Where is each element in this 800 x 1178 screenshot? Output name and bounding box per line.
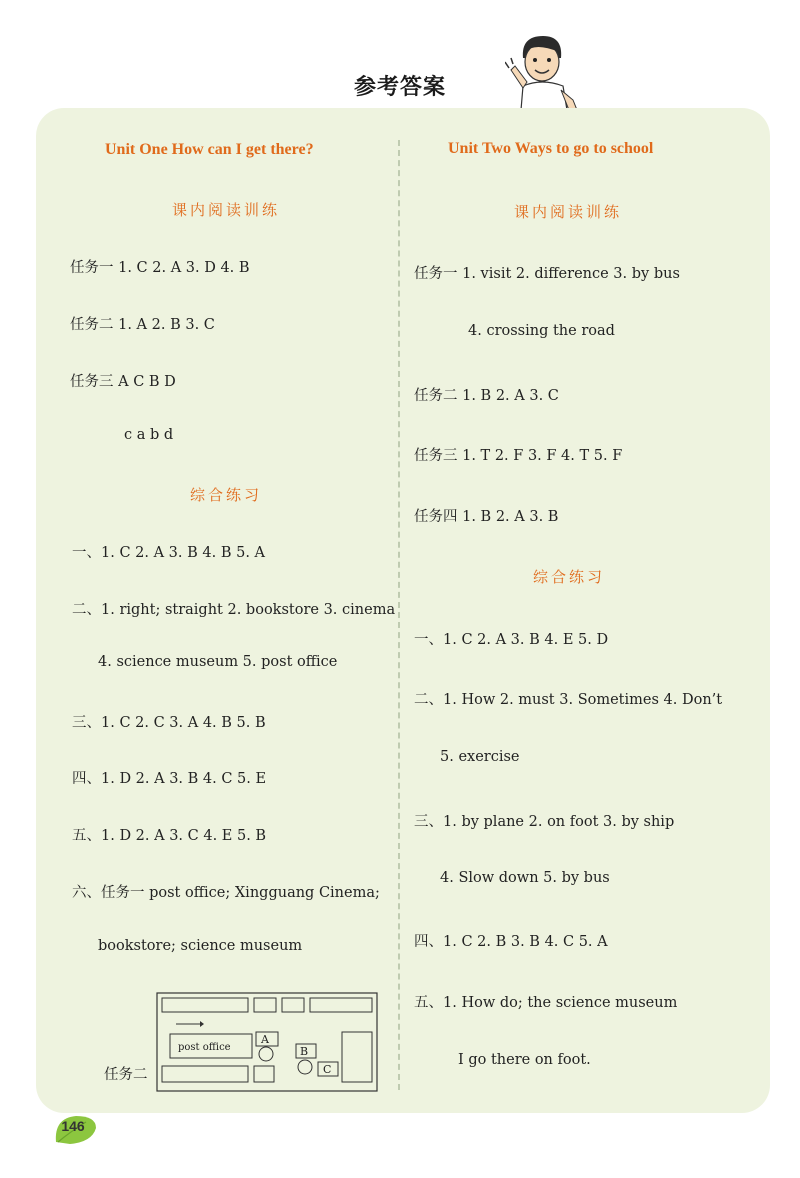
right-unit-title: Unit Two Ways to go to school xyxy=(448,140,654,157)
right-practice-line: I go there on foot. xyxy=(458,1052,591,1068)
left-practice-line: 二、1. right; straight 2. bookstore 3. cinema xyxy=(72,602,396,618)
left-reading-line: c a b d xyxy=(124,427,174,443)
right-section-reading: 课内阅读训练 xyxy=(514,203,623,221)
right-practice-line: 二、1. How 2. must 3. Sometimes 4. Don’t xyxy=(414,692,723,708)
left-reading-line: 任务二 1. A 2. B 3. C xyxy=(70,317,215,333)
right-practice-line: 五、1. How do; the science museum xyxy=(414,995,678,1011)
map-label-c: C xyxy=(323,1063,332,1076)
map-label-b: B xyxy=(300,1045,309,1058)
right-reading-line: 任务四 1. B 2. A 3. B xyxy=(414,509,559,525)
left-reading-line: 任务一 1. C 2. A 3. D 4. B xyxy=(70,260,250,276)
left-practice-line: 一、1. C 2. A 3. B 4. B 5. A xyxy=(72,545,266,561)
left-practice-line: 三、1. C 2. C 3. A 4. B 5. B xyxy=(72,715,266,731)
left-reading-line: 任务三 A C B D xyxy=(70,374,176,390)
map-label-post-office: post office xyxy=(178,1042,231,1053)
column-divider xyxy=(398,140,400,1090)
route-map xyxy=(156,992,378,1092)
page-number: 146 xyxy=(61,1118,85,1134)
right-reading-line: 任务三 1. T 2. F 3. F 4. T 5. F xyxy=(414,448,623,464)
right-practice-line: 4. Slow down 5. by bus xyxy=(440,870,610,886)
task2-label: 任务二 xyxy=(104,1067,148,1083)
left-section-practice: 综合练习 xyxy=(190,486,263,504)
left-practice-line: 4. science museum 5. post office xyxy=(98,654,338,670)
left-unit-title: Unit One How can I get there? xyxy=(105,141,314,158)
boy-mascot-icon xyxy=(505,30,580,110)
left-practice-line: 四、1. D 2. A 3. B 4. C 5. E xyxy=(72,771,267,787)
right-reading-line: 任务二 1. B 2. A 3. C xyxy=(414,388,559,404)
right-practice-line: 一、1. C 2. A 3. B 4. E 5. D xyxy=(414,632,609,648)
left-practice-line: 六、任务一 post office; Xingguang Cinema; xyxy=(72,885,380,901)
map-label-a: A xyxy=(261,1033,269,1046)
right-reading-line: 任务一 1. visit 2. difference 3. by bus xyxy=(414,266,680,282)
right-practice-line: 四、1. C 2. B 3. B 4. C 5. A xyxy=(414,934,608,950)
right-reading-line: 4. crossing the road xyxy=(468,323,615,339)
right-section-practice: 综合练习 xyxy=(533,568,606,586)
left-section-reading: 课内阅读训练 xyxy=(172,201,281,219)
page-title: 参考答案 xyxy=(353,75,446,100)
left-practice-line: bookstore; science museum xyxy=(98,938,303,954)
right-practice-line: 三、1. by plane 2. on foot 3. by ship xyxy=(414,814,675,830)
left-practice-line: 五、1. D 2. A 3. C 4. E 5. B xyxy=(72,828,267,844)
right-practice-line: 5. exercise xyxy=(440,749,520,765)
